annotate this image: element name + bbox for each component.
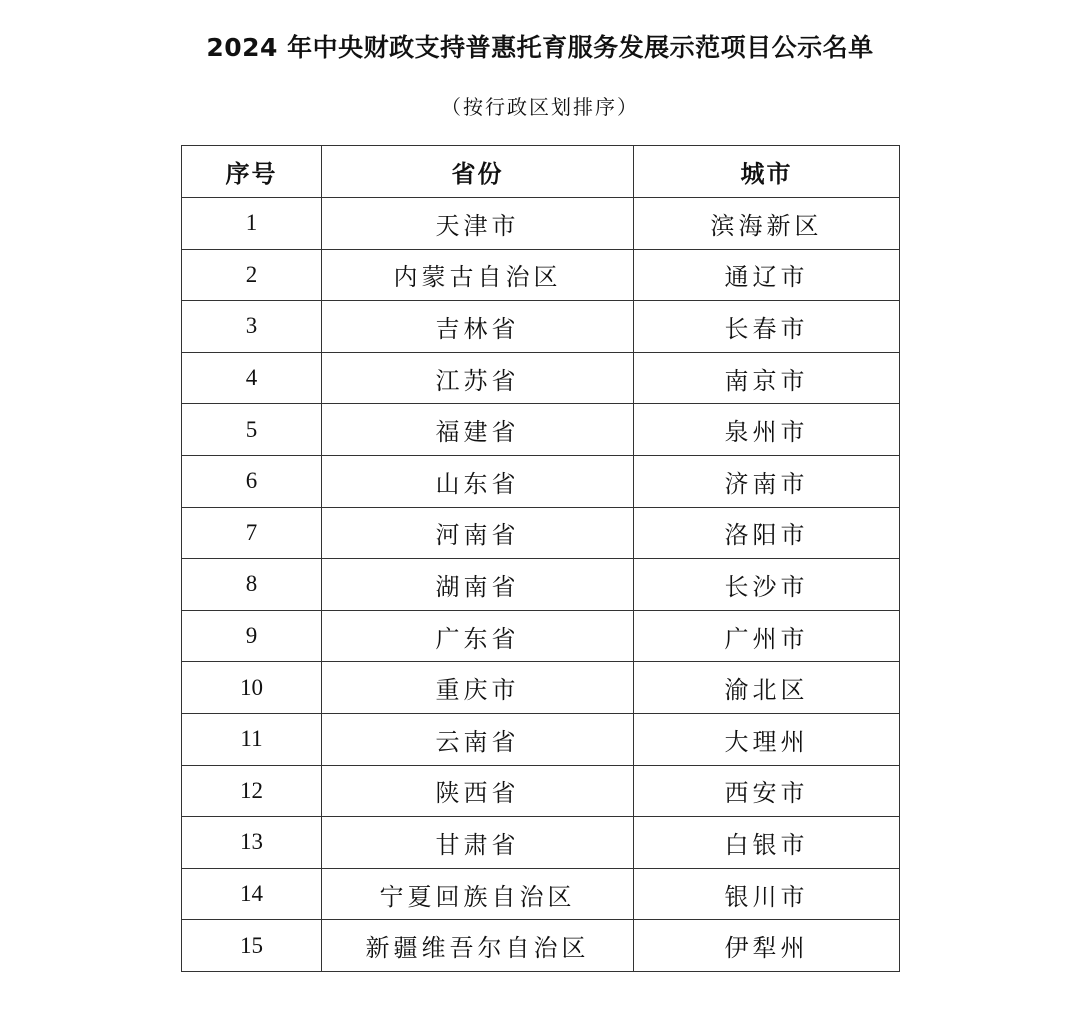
table-row [182, 352, 900, 404]
row-province: 宁夏回族自治区 [322, 868, 634, 920]
row-index: 7 [182, 507, 322, 559]
row-city: 通辽市 [634, 249, 900, 301]
row-index: 5 [182, 404, 322, 456]
row-province: 天津市 [322, 198, 634, 250]
row-province: 云南省 [322, 713, 634, 765]
row-index: 4 [182, 352, 322, 404]
table-row [182, 249, 900, 301]
table-row [182, 198, 900, 250]
row-city: 滨海新区 [634, 198, 900, 250]
row-index: 3 [182, 301, 322, 353]
header-province: 省份 [322, 146, 634, 198]
row-city: 西安市 [634, 765, 900, 817]
row-city: 泉州市 [634, 404, 900, 456]
table-row [182, 455, 900, 507]
row-city: 南京市 [634, 352, 900, 404]
row-city: 伊犁州 [634, 920, 900, 972]
row-city: 长春市 [634, 301, 900, 353]
table-header-row [182, 146, 900, 198]
row-province: 甘肃省 [322, 817, 634, 869]
table-row [182, 868, 900, 920]
table-row [182, 610, 900, 662]
row-index: 10 [182, 662, 322, 714]
row-index: 9 [182, 610, 322, 662]
document-title: 2024 年中央财政支持普惠托育服务发展示范项目公示名单 [206, 33, 874, 62]
table-row [182, 301, 900, 353]
row-city: 济南市 [634, 455, 900, 507]
row-province: 吉林省 [322, 301, 634, 353]
row-index: 1 [182, 198, 322, 250]
row-city: 银川市 [634, 868, 900, 920]
table-row [182, 507, 900, 559]
row-index: 12 [182, 765, 322, 817]
table-row [182, 713, 900, 765]
row-province: 内蒙古自治区 [322, 249, 634, 301]
row-index: 14 [182, 868, 322, 920]
row-city: 大理州 [634, 713, 900, 765]
row-province: 湖南省 [322, 559, 634, 611]
row-index: 2 [182, 249, 322, 301]
row-province: 山东省 [322, 455, 634, 507]
row-index: 11 [182, 713, 322, 765]
row-city: 白银市 [634, 817, 900, 869]
row-province: 陕西省 [322, 765, 634, 817]
row-city: 渝北区 [634, 662, 900, 714]
row-province: 河南省 [322, 507, 634, 559]
table-row [182, 662, 900, 714]
table-row [182, 559, 900, 611]
row-province: 广东省 [322, 610, 634, 662]
project-list-table [181, 145, 900, 972]
row-index: 13 [182, 817, 322, 869]
row-index: 8 [182, 559, 322, 611]
table-row [182, 920, 900, 972]
row-province: 福建省 [322, 404, 634, 456]
row-city: 广州市 [634, 610, 900, 662]
header-index: 序号 [182, 146, 322, 198]
header-city: 城市 [634, 146, 900, 198]
table-row [182, 765, 900, 817]
row-index: 15 [182, 920, 322, 972]
row-province: 江苏省 [322, 352, 634, 404]
row-city: 长沙市 [634, 559, 900, 611]
row-province: 新疆维吾尔自治区 [322, 920, 634, 972]
row-city: 洛阳市 [634, 507, 900, 559]
document-subtitle: （按行政区划排序） [441, 95, 639, 119]
table-row [182, 404, 900, 456]
table-row [182, 817, 900, 869]
row-province: 重庆市 [322, 662, 634, 714]
row-index: 6 [182, 455, 322, 507]
